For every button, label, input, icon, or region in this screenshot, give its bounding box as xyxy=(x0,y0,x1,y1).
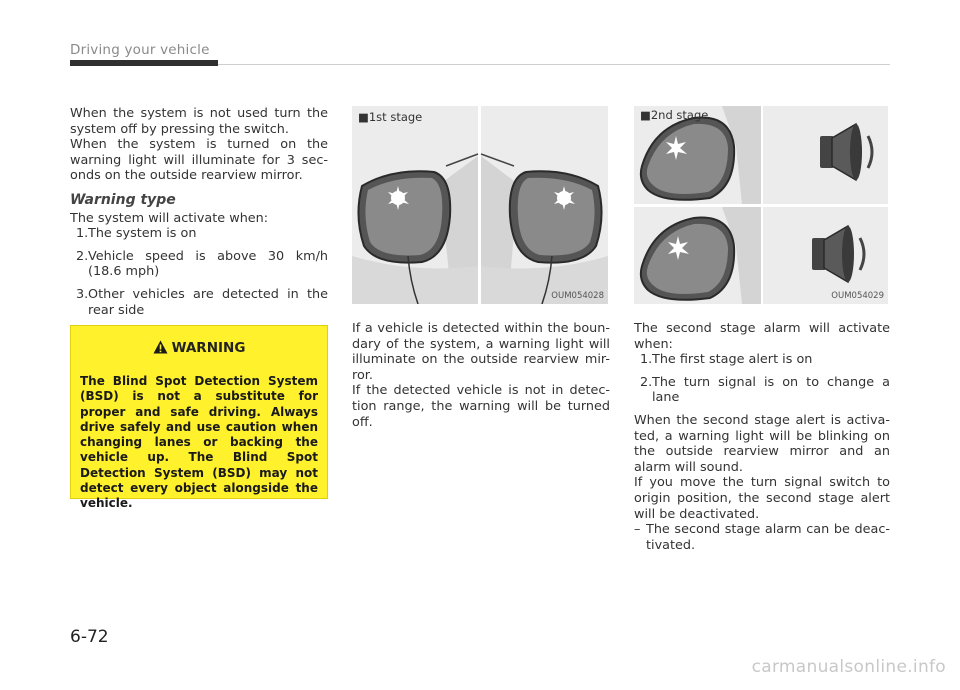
left-paragraph-2: When the system is turned on the warning light will illuminate for 3 sec-onds on the outside rearview mirror. xyxy=(70,137,328,184)
warning-header xyxy=(71,340,327,358)
left-column xyxy=(70,106,328,325)
list-text: Other vehicles are detected in the rear side xyxy=(88,286,328,318)
list-item xyxy=(634,352,890,368)
second-stage-list xyxy=(634,352,890,406)
dash-text: The second stage alarm can be deac-tivated. xyxy=(646,522,890,553)
right-paragraph-1: When the second stage alert is activa-ted, a warning light will be blinking on the outside rearview mirror and an alarm will sound. xyxy=(634,412,890,475)
mirror-illustration xyxy=(352,106,608,304)
left-paragraph-1: When the system is not used turn the system off by pressing the switch. xyxy=(70,106,328,137)
figure-code: OUM054028 xyxy=(551,291,604,301)
figure-first-stage xyxy=(352,106,608,304)
figure-code: OUM054029 xyxy=(831,291,884,301)
figure-label: ■1st stage xyxy=(358,110,423,124)
middle-paragraph-2: If the detected vehicle is not in detec-tion range, the warning will be turned off. xyxy=(352,383,610,430)
figure-label: ■2nd stage xyxy=(640,108,709,122)
warning-title: WARNING xyxy=(171,340,246,356)
activation-list xyxy=(70,226,328,318)
list-text: The first stage alert is on xyxy=(652,352,813,368)
watermark: carmanualsonline.info xyxy=(751,657,946,677)
middle-column xyxy=(352,321,610,430)
warning-triangle-icon xyxy=(153,340,168,358)
header-rule xyxy=(218,64,890,65)
section-header: Driving your vehicle xyxy=(70,42,210,58)
right-intro: The second stage alarm will activate when: xyxy=(634,321,890,352)
list-number: 2. xyxy=(76,248,89,264)
dash-list-item xyxy=(634,522,890,553)
list-text: The system is on xyxy=(88,226,197,242)
page-number: 6-72 xyxy=(70,627,109,647)
header-bar xyxy=(70,60,218,66)
middle-paragraph-1: If a vehicle is detected within the boun-dary of the system, a warning light will illuminate on the outside rearview mir-ror. xyxy=(352,321,610,383)
right-column xyxy=(634,321,890,553)
list-text: The turn signal is on to change a lane xyxy=(652,374,890,406)
section-heading: Warning type xyxy=(70,191,176,208)
list-number: 3. xyxy=(76,286,89,302)
warning-text: The Blind Spot Detection System (BSD) is not a substitute for proper and safe driving. Always drive safely and use caution when changing lanes or backing the vehicle up. The Blind Spot Detection System (BSD) may not detect every object alongside the vehicle. xyxy=(80,374,318,511)
list-item xyxy=(70,287,328,318)
list-text: Vehicle speed is above 30 km/h (18.6 mph) xyxy=(88,248,328,280)
warning-box xyxy=(70,325,328,511)
list-intro: The system will activate when: xyxy=(70,210,269,226)
right-paragraph-2: If you move the turn signal switch to origin position, the second stage alert will be deactivated. xyxy=(634,475,890,522)
list-item xyxy=(70,249,328,280)
dash-bullet: – xyxy=(634,522,641,538)
mirror-speaker-illustration xyxy=(634,106,888,304)
list-item xyxy=(634,375,890,406)
list-number: 1. xyxy=(640,352,653,368)
figure-second-stage xyxy=(634,106,888,304)
list-number: 1. xyxy=(76,226,89,242)
list-number: 2. xyxy=(640,374,653,390)
list-item xyxy=(70,226,328,242)
